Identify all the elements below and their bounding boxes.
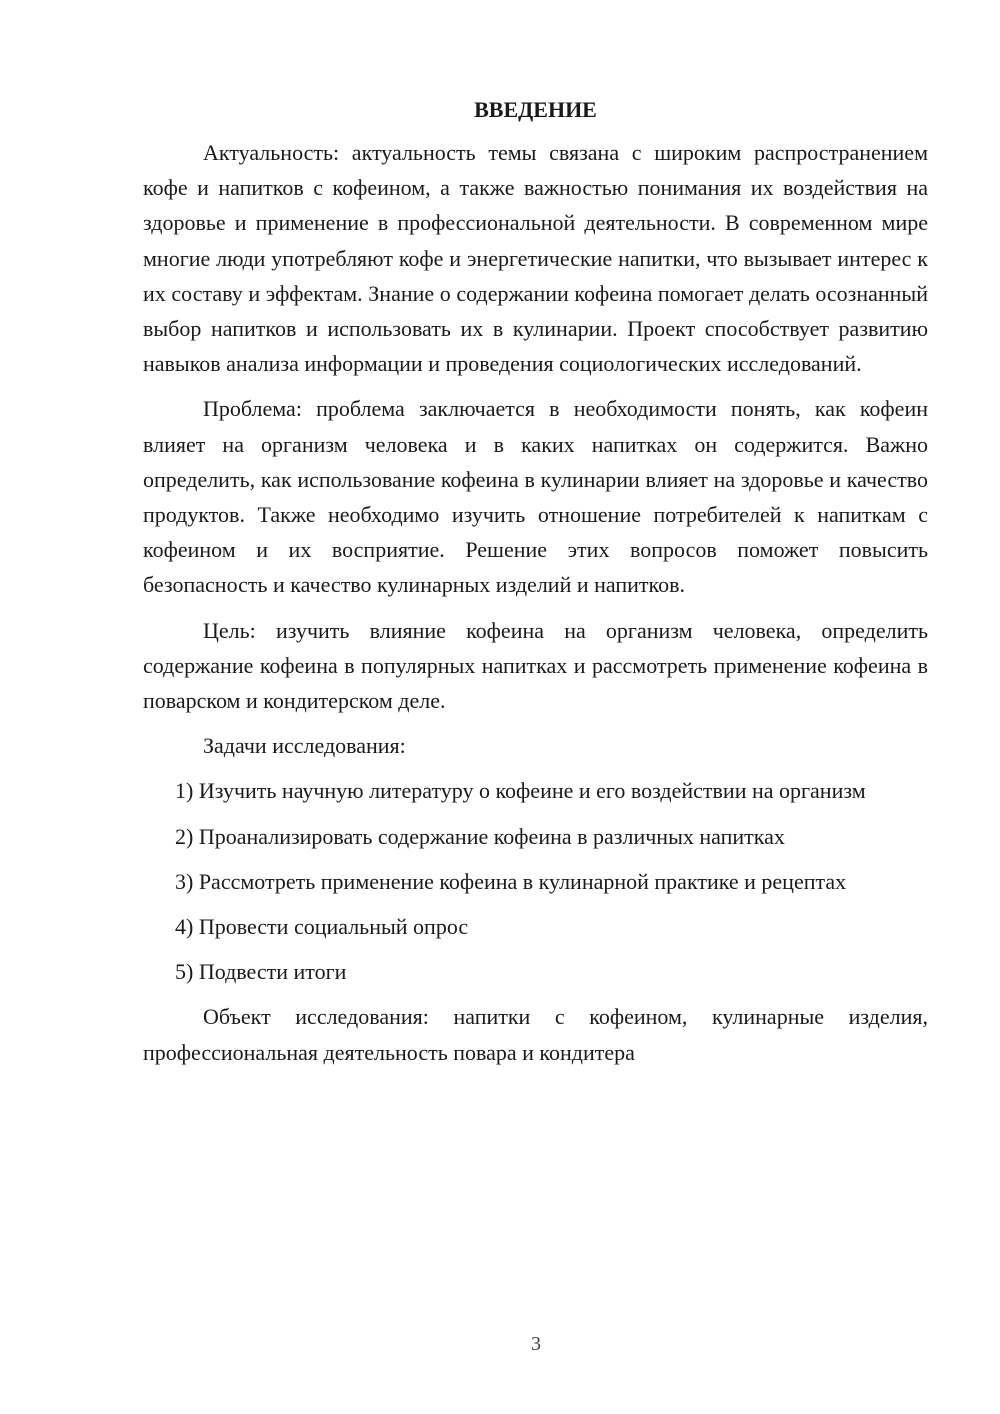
relevance-paragraph: Актуальность: актуальность темы связана с широким распространением кофе и напитков с кофеином, а также важностью понимания их воздействия на здоровье и применение в профессиональной деятельности. В современном мире многие люди употребляют кофе и энергетические напитки, что вызывает интерес к их составу и эффектам. Знание о содержании кофеина помогает делать осознанный выбор напитков и использовать их в кулинарии. Проект способствует развитию навыков анализа информации и проведения социологических исследований. bbox=[143, 140, 928, 377]
goal-paragraph: Цель: изучить влияние кофеина на организм человека, определить содержание кофеина в популярных напитках и рассмотреть применение кофеина в поварском и кондитерском деле. bbox=[143, 617, 928, 714]
page-number: 3 bbox=[531, 1333, 541, 1355]
section-heading: ВВЕДЕНИЕ bbox=[474, 97, 597, 122]
task-item: 3) Рассмотреть применение кофеина в кулинарной практике и рецептах bbox=[175, 868, 847, 894]
task-item: 2) Проанализировать содержание кофеина в различных напитках bbox=[175, 823, 785, 849]
task-item: 1) Изучить научную литературу о кофеине и его воздействии на организм bbox=[175, 778, 866, 804]
problem-paragraph: Проблема: проблема заключается в необходимости понять, как кофеин влияет на организм человека и в каких напитках он содержится. Важно определить, как использование кофеина в кулинарии влияет на здоровье и качество продуктов. Также необходимо изучить отношение потребителей к напиткам с кофеином и их восприятие. Решение этих вопросов поможет повысить безопасность и качество кулинарных изделий и напитков. bbox=[143, 396, 928, 598]
task-item: 5) Подвести итоги bbox=[175, 959, 347, 985]
tasks-heading: Задачи исследования: bbox=[203, 733, 406, 759]
object-paragraph: Объект исследования: напитки с кофеином, кулинарные изделия, профессиональная деятельность повара и кондитера bbox=[143, 1004, 928, 1065]
document-page bbox=[143, 95, 928, 1080]
task-item: 4) Провести социальный опрос bbox=[175, 914, 469, 940]
